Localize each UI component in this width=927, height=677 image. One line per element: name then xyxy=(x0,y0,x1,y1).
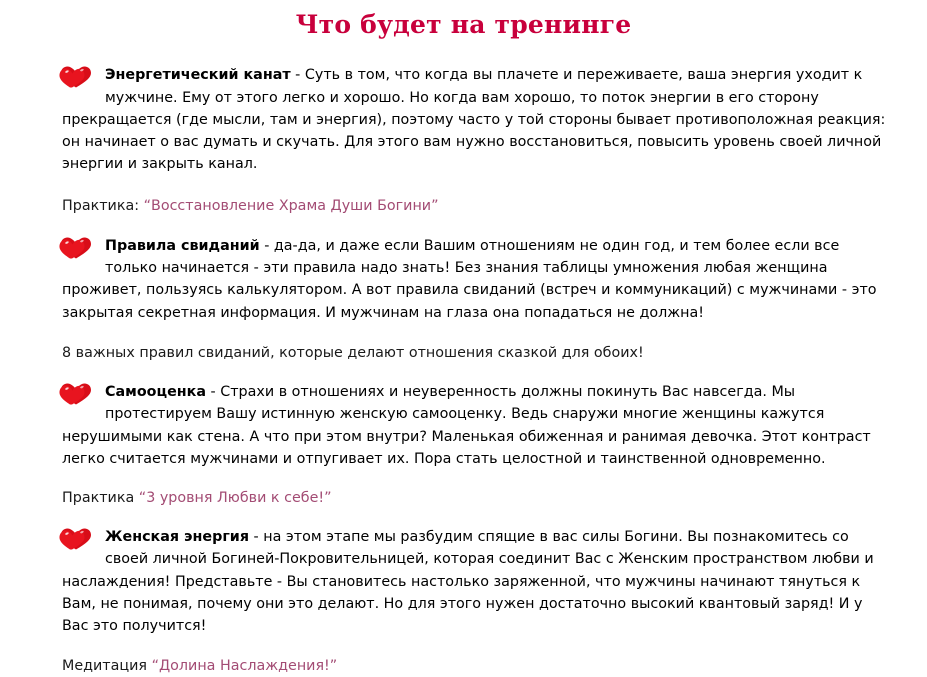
section-body-2: - да-да, и даже если Вашим отношениям не один год, и тем более если все только начинается - эти правила надо знать! Без знания таблицы умножения любая женщина проживет, пользуясь калькулятором. А вот правила свиданий (встреч и коммуникаций) с мужчинами - это закрытая секретная информация. И мужчинам на глаза она попадаться не должна! xyxy=(62,237,877,321)
practice-title-2: “3 уровня Любви к себе!” xyxy=(138,490,332,507)
practice-label-2: Практика xyxy=(62,490,139,507)
section-lead-4: Женская энергия xyxy=(105,529,250,546)
page-title: Что будет на тренинге xyxy=(295,10,632,39)
two-hearts-icon xyxy=(59,383,93,405)
section-lead-3: Самооценка xyxy=(105,383,206,400)
rules-note-line xyxy=(56,342,891,364)
section-lead-1: Энергетический канат xyxy=(105,67,291,84)
rules-note-text: 8 важных правил свиданий, которые делают отношения сказкой для обоих! xyxy=(62,344,644,361)
practice-line-1 xyxy=(56,195,891,217)
section-body-1: - Суть в том, что когда вы плачете и переживаете, ваша энергия уходит к мужчине. Ему от этого легко и хорошо. Но когда вам хорошо, то поток энергии в его сторону прекращается (где мысли, там и энергия), поэтому часто у той стороны бывает противоположная реакция: он начинает о вас думать и скучать. Для этого вам нужно восстановиться, повысить уровень своей личной энергии и закрыть канал. xyxy=(62,67,886,173)
section-self-esteem xyxy=(56,381,891,470)
section-dating-rules xyxy=(56,235,891,324)
section-lead-2: Правила свиданий xyxy=(105,237,260,254)
two-hearts-icon xyxy=(59,237,93,259)
section-body-4: - на этом этапе мы разбудим спящие в вас силы Богини. Вы познакомитесь со своей личной Богиней-Покровительницей, которая соединит Вас с Женским пространством любви и наслаждения! Представьте - Вы становитесь настолько заряженной, что мужчины начинают тянуться к Вам, не понимая, почему они это делают. Но для этого нужен достаточно высокий квантовый заряд! И у Вас это получится! xyxy=(62,529,874,635)
practice-line-2 xyxy=(56,487,891,509)
practice-title-1: “Восстановление Храма Души Богини” xyxy=(143,197,439,214)
content-body xyxy=(0,64,927,676)
meditation-title: “Долина Наслаждения!” xyxy=(151,657,338,674)
two-hearts-icon xyxy=(59,66,93,88)
meditation-line xyxy=(56,655,891,677)
meditation-label: Медитация xyxy=(62,657,152,674)
two-hearts-icon xyxy=(59,528,93,550)
practice-label-1: Практика: xyxy=(62,197,144,214)
section-energy-rope xyxy=(56,64,891,175)
section-body-3: - Страхи в отношениях и неуверенность должны покинуть Вас навсегда. Мы протестируем Вашу истинную женскую самооценку. Ведь снаружи многие женщины кажутся нерушимыми как стена. А что при этом внутри? Маленькая обиженная и ранимая девочка. Этот контраст легко считается мужчинами и отпугивает их. Пора стать целостной и таинственной одновременно. xyxy=(62,383,871,467)
section-feminine-energy xyxy=(56,526,891,637)
